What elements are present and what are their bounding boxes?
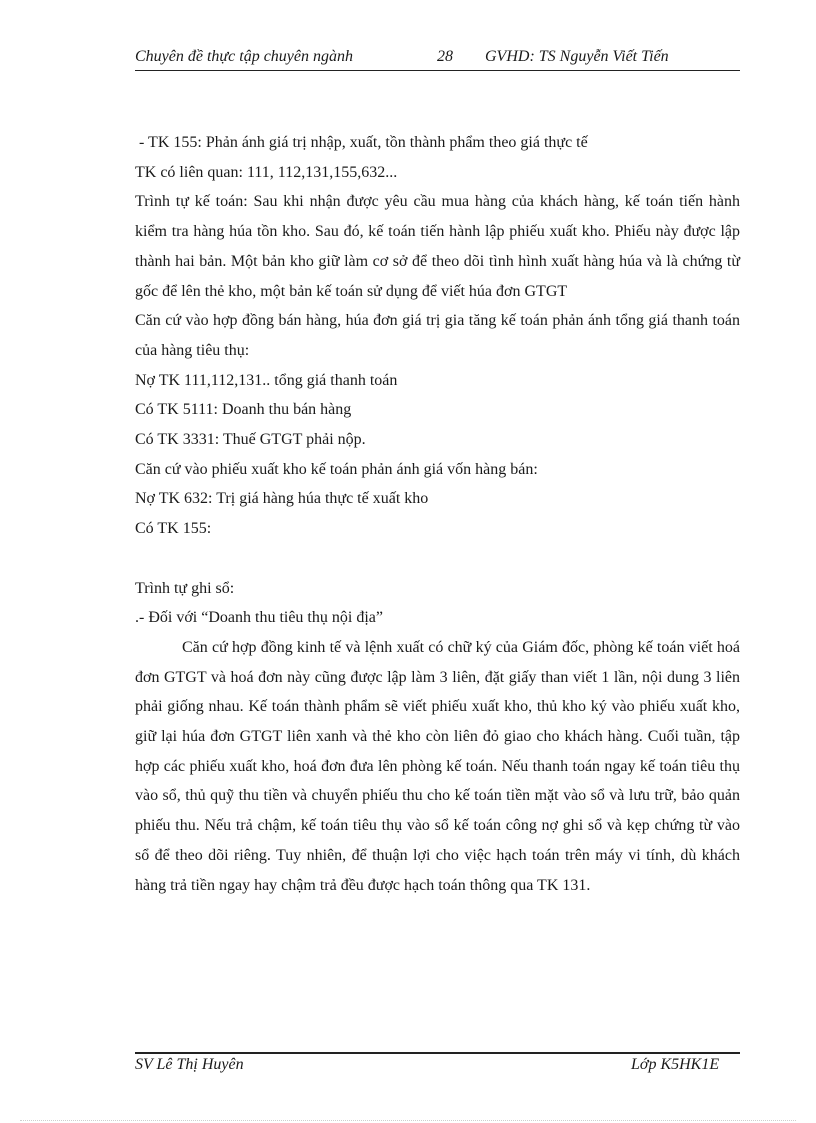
body-line: - TK 155: Phản ánh giá trị nhập, xuất, tồn thành phẩm theo giá thực tế (139, 134, 588, 151)
body-line: Có TK 3331: Thuế GTGT phải nộp. (135, 431, 366, 449)
footer-rule (135, 1052, 740, 1054)
body-paragraph: Trình tự kế toán: Sau khi nhận được yêu cầu mua hàng của khách hàng, kế toán tiến hành kiểm tra hàng húa tồn kho. Sau đó, kế toán tiến hành lập phiếu xuất kho. Phiếu này được lập thành hai bản. Một bản kho giữ làm cơ sở để theo dõi tình hình xuất hàng húa và là chứng từ gốc để lên thẻ kho, một bản kế toán sử dụng để viết húa đơn GTGT (135, 193, 740, 300)
document-body (135, 128, 740, 900)
body-paragraph: Căn cứ vào hợp đồng bán hàng, húa đơn giá trị gia tăng kế toán phản ánh tổng giá thanh toán của hàng tiêu thụ: (135, 312, 740, 359)
sub-heading: .- Đối với “Doanh thu tiêu thụ nội địa” (135, 609, 383, 627)
blank-line (135, 544, 740, 574)
header-page-number: 28 (437, 48, 453, 65)
body-line: Căn cứ vào phiếu xuất kho kế toán phản ánh giá vốn hàng bán: (135, 460, 538, 478)
footer-student: SV Lê Thị Huyên (135, 1056, 244, 1073)
footer-class: Lớp K5HK1E (631, 1056, 720, 1073)
body-line: Nợ TK 632: Trị giá hàng húa thực tế xuất kho (135, 490, 429, 508)
body-line: TK có liên quan: 111, 112,131,155,632... (135, 163, 398, 181)
body-line: Có TK 155: (135, 520, 212, 538)
page-edge (20, 1120, 796, 1121)
header-title: Chuyên đề thực tập chuyên ngành (135, 48, 353, 65)
section-heading: Trình tự ghi sổ: (135, 579, 235, 597)
body-line: Có TK 5111: Doanh thu bán hàng (135, 401, 352, 419)
body-line: Nợ TK 111,112,131.. tổng giá thanh toán (135, 371, 398, 389)
page-footer (135, 1056, 740, 1078)
body-paragraph: Căn cứ hợp đồng kinh tế và lệnh xuất có chữ ký của Giám đốc, phòng kế toán viết hoá đơn GTGT và hoá đơn này cũng được lập làm 3 liên, đặt giấy than viết 1 lần, nội dung 3 liên phải giống nhau. Kế toán thành phẩm sẽ viết phiếu xuất kho, thủ kho ký vào phiếu xuất kho, giữ lại húa đơn GTGT liên xanh và thẻ kho còn liên đỏ giao cho khách hàng. Cuối tuần, tập hợp các phiếu xuất kho, hoá đơn đưa lên phòng kế toán. Nếu thanh toán ngay kế toán tiêu thụ vào sổ, thủ quỹ thu tiền và chuyển phiếu thu cho kế toán tiền mặt vào sổ và lưu trữ, bảo quản phiếu thu. Nếu trả chậm, kế toán tiêu thụ vào sổ kế toán công nợ ghi sổ và kẹp chứng từ vào sổ để theo dõi riêng. Tuy nhiên, để thuận lợi cho việc hạch toán trên máy vi tính, dù khách hàng trả tiền ngay hay chậm trả đều được hạch toán thông qua TK 131. (135, 638, 740, 894)
page-header (135, 48, 740, 70)
header-supervisor: GVHD: TS Nguyễn Viết Tiến (485, 48, 669, 65)
header-rule (135, 70, 740, 71)
